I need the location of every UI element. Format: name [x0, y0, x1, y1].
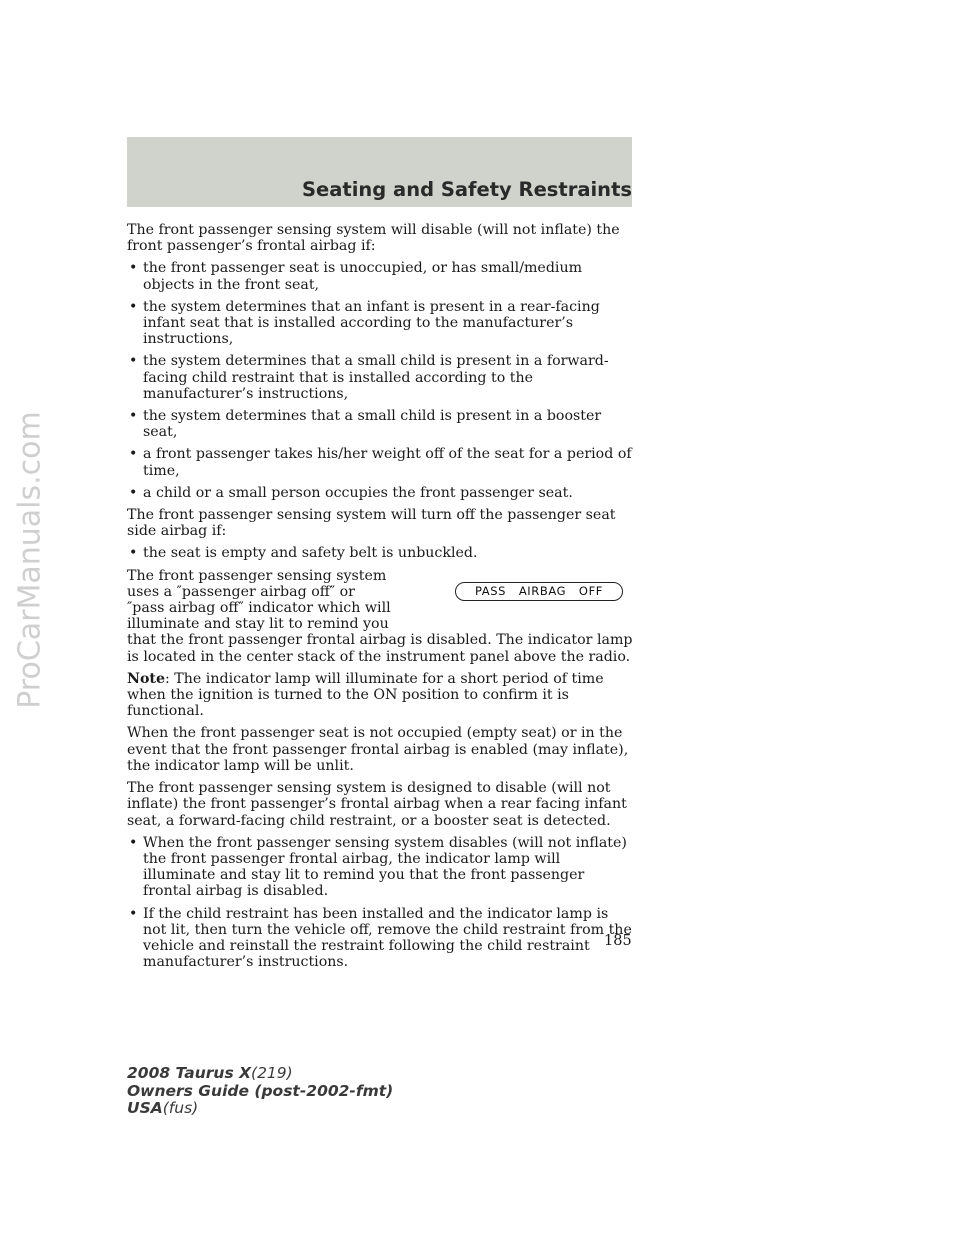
- unlit-paragraph: When the front passenger seat is not occupied (empty seat) or in the event that the front passenger frontal airbag is enabled (may inflate), the indicator lamp will be unlit.: [127, 725, 629, 774]
- indicator-label: PASS AIRBAG OFF: [475, 584, 603, 599]
- side-airbag-paragraph: The front passenger sensing system will turn off the passenger seat side airbag if:: [127, 507, 616, 540]
- indicator-figure: [405, 568, 635, 632]
- list-item: • When the front passenger sensing system disables (will not inflate) the front passenger frontal airbag, the indicator lamp will illuminate and stay lit to remind you that the front passenger frontal airbag is disabled.: [127, 835, 635, 900]
- list-item: • If the child restraint has been installed and the indicator lamp is not lit, then turn the vehicle off, remove the child restraint from the vehicle and reinstall the restraint following the child restraint manufacturer’s instructions.: [127, 906, 635, 971]
- note-text: : The indicator lamp will illuminate for a short period of time when the ignition is turned to the ON position to confirm it is functional.: [127, 670, 604, 720]
- list-item: • a front passenger takes his/her weight off of the seat for a period of time,: [127, 446, 635, 478]
- intro-paragraph: The front passenger sensing system will disable (will not inflate) the front passenger’s frontal airbag if:: [127, 222, 620, 255]
- watermark-text: ProCarManuals.com: [12, 411, 48, 709]
- list-item: • the system determines that a small child is present in a booster seat,: [127, 408, 635, 440]
- pass-airbag-off-indicator: [455, 582, 623, 601]
- footer-model: 2008 Taurus X: [127, 1064, 252, 1082]
- list-item: • the seat is empty and safety belt is unbuckled.: [127, 545, 635, 561]
- page-number: 185: [604, 933, 632, 949]
- footer-line-3: [127, 1100, 393, 1118]
- side-airbag-conditions-list: [127, 545, 635, 561]
- note-paragraph: [127, 671, 635, 720]
- section-header-band: [127, 137, 632, 207]
- footer-model-code: (219): [251, 1064, 293, 1082]
- watermark: [5, 411, 55, 709]
- list-item: • the front passenger seat is unoccupied, or has small/medium objects in the front seat,: [127, 260, 635, 292]
- behavior-list: [127, 835, 635, 971]
- footer-guide: Owners Guide (post-2002-fmt): [127, 1081, 394, 1100]
- list-item: • the system determines that an infant is present in a rear-facing infant seat that is installed according to the manufacturer’s instructions,: [127, 299, 635, 348]
- page-body: [127, 222, 635, 976]
- note-label: Note: [127, 670, 166, 687]
- footer-line-1: [127, 1065, 393, 1083]
- document-footer: [127, 1065, 393, 1118]
- design-paragraph: The front passenger sensing system is designed to disable (will not inflate) the front passenger’s frontal airbag when a rear facing infant seat, a forward-facing child restraint, or a booster seat is detected.: [127, 780, 627, 829]
- indicator-paragraph: The front passenger sensing system uses a ″passenger airbag off″ or ″pass airbag off″ indicator which will illuminate and stay lit to remind you that the front passenger frontal airbag is disabled. The indicator lamp is located in the center stack of the instrument panel above the radio.: [127, 567, 633, 665]
- footer-market-code: (fus): [162, 1099, 199, 1117]
- disable-conditions-list: [127, 260, 635, 501]
- footer-line-2: [127, 1083, 393, 1101]
- footer-market: USA: [127, 1099, 163, 1117]
- list-item: • a child or a small person occupies the front passenger seat.: [127, 485, 635, 501]
- list-item: • the system determines that a small child is present in a forward-facing child restraint that is installed according to the manufacturer’s instructions,: [127, 353, 635, 402]
- section-title: Seating and Safety Restraints: [301, 178, 632, 201]
